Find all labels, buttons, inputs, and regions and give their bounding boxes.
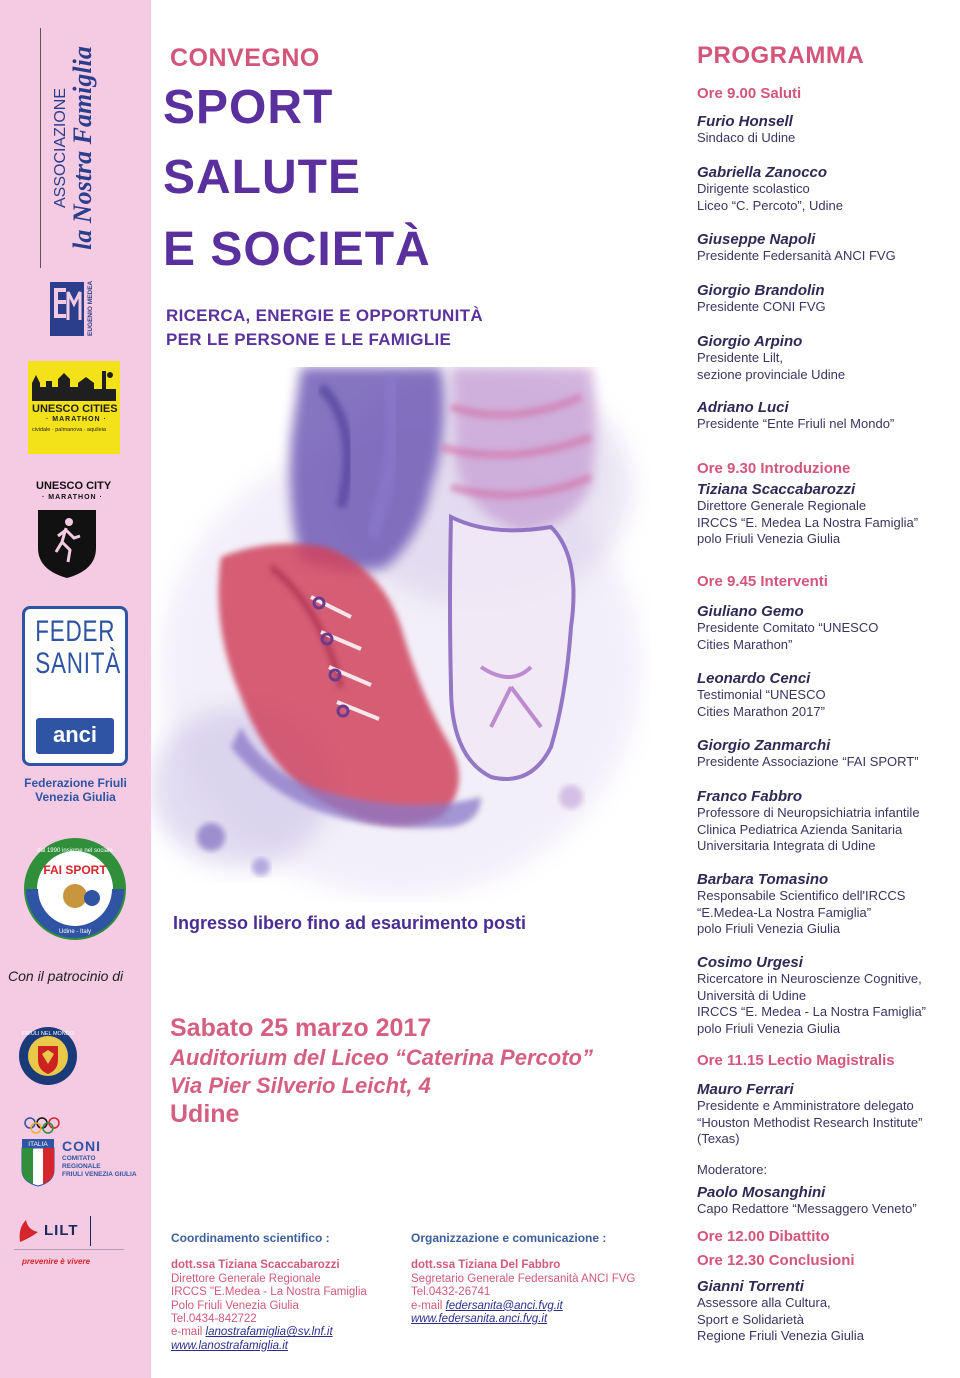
title-line-2: SALUTE bbox=[163, 151, 361, 204]
speaker-description bbox=[697, 350, 955, 383]
speaker-description bbox=[697, 971, 955, 1037]
speaker bbox=[697, 333, 955, 383]
time-introduzione: Ore 9.30 Introduzione bbox=[697, 460, 851, 477]
unesco-city-marathon-logo bbox=[28, 472, 118, 582]
organizzazione-email-link[interactable]: federsanita@anci.fvg.it bbox=[445, 1299, 563, 1312]
speaker-description-line: Responsabile Scientifico dell'IRCCS bbox=[697, 888, 906, 903]
speaker-description bbox=[697, 181, 955, 214]
speaker-description-line: Sindaco di Udine bbox=[697, 130, 796, 145]
la-nostra-famiglia-logo bbox=[44, 28, 106, 268]
speaker-description bbox=[697, 299, 955, 316]
speaker-name: Giuliano Gemo bbox=[697, 603, 804, 620]
speaker-description bbox=[697, 498, 955, 548]
moderatore-label: Moderatore: bbox=[697, 1162, 768, 1177]
em-text: EUGENIO MEDEA bbox=[87, 280, 94, 336]
speaker-name: Gianni Torrenti bbox=[697, 1278, 804, 1295]
speaker bbox=[697, 113, 955, 147]
fai-name: FAI SPORT bbox=[43, 863, 107, 877]
speaker-description-line: Dirigente scolastico bbox=[697, 181, 810, 196]
speaker-description-line: Presidente CONI FVG bbox=[697, 299, 826, 314]
speaker-description-line: Direttore Generale Regionale bbox=[697, 498, 867, 513]
speaker bbox=[697, 670, 955, 720]
fed-l2: SANITÀ bbox=[35, 647, 122, 680]
speaker bbox=[697, 1278, 955, 1345]
lnf-assoc-text: ASSOCIAZIONE bbox=[52, 87, 69, 209]
speaker bbox=[697, 1184, 955, 1218]
fed-anci: anci bbox=[36, 718, 114, 754]
unesco2-sub: · MARATHON · bbox=[42, 494, 103, 501]
sponsor-sidebar bbox=[0, 0, 151, 1378]
speaker-name: Giorgio Brandolin bbox=[697, 282, 825, 299]
speaker-name: Leonardo Cenci bbox=[697, 670, 811, 687]
speaker-description bbox=[697, 888, 955, 938]
convegno-label: CONVEGNO bbox=[170, 44, 320, 72]
speaker-description-line: “E.Medea-La Nostra Famiglia” bbox=[697, 904, 872, 920]
unesco2-title: UNESCO CITY bbox=[36, 480, 112, 492]
speaker-name: Franco Fabbro bbox=[697, 788, 803, 805]
speaker-name: Mauro Ferrari bbox=[697, 1081, 794, 1098]
speaker-description-line: Presidente “Ente Friuli nel Mondo” bbox=[697, 416, 895, 431]
speaker bbox=[697, 164, 955, 214]
speaker-description bbox=[697, 805, 955, 855]
speaker-description-line: Cities Marathon” bbox=[697, 636, 793, 652]
speaker bbox=[697, 282, 955, 316]
speaker-description-line: (Texas) bbox=[697, 1131, 740, 1146]
speaker bbox=[697, 788, 955, 855]
olympic-rings-icon bbox=[22, 1116, 62, 1136]
speaker-name: Furio Honsell bbox=[697, 113, 793, 130]
federsanita-anci-logo bbox=[22, 606, 128, 766]
speaker-description-line: sezione provinciale Udine bbox=[697, 366, 846, 382]
speaker-description-line: IRCCS “E. Medea La Nostra Famiglia” bbox=[697, 514, 919, 530]
organizzazione-line-1: Segretario Generale Federsanità ANCI FVG bbox=[411, 1272, 636, 1285]
speaker-name: Giorgio Zanmarchi bbox=[697, 737, 831, 754]
watercolor-sneaker-ballet-illustration bbox=[151, 367, 650, 903]
speaker-description-line: Universitaria Integrata di Udine bbox=[697, 838, 876, 853]
unesco-cities-marathon-logo bbox=[28, 361, 120, 454]
lilt-name: LILT bbox=[44, 1222, 79, 1239]
speaker bbox=[697, 1081, 955, 1148]
speaker-description bbox=[697, 130, 955, 147]
title-line-3: E SOCIETÀ bbox=[163, 223, 431, 276]
speaker bbox=[697, 231, 955, 265]
organizzazione-heading: Organizzazione e comunicazione : bbox=[411, 1231, 607, 1245]
coordinamento-web-link[interactable]: www.lanostrafamiglia.it bbox=[171, 1339, 288, 1352]
coordinamento-tel: Tel.0434-842722 bbox=[171, 1313, 257, 1326]
speaker-description bbox=[697, 620, 955, 653]
speaker-name: Barbara Tomasino bbox=[697, 871, 829, 888]
fai-ring-top: dal 1990 insieme nel sociale bbox=[37, 848, 113, 854]
speaker-description bbox=[697, 1098, 955, 1148]
speaker-description-line: polo Friuli Venezia Giulia bbox=[697, 1020, 841, 1036]
ingresso-libero-text: Ingresso libero fino ad esaurimento posti bbox=[173, 913, 527, 933]
speaker-description-line: Presidente e Amministratore delegato bbox=[697, 1098, 914, 1113]
event-date: Sabato 25 marzo 2017 bbox=[170, 1014, 432, 1042]
speaker-name: Cosimo Urgesi bbox=[697, 954, 803, 971]
speaker-description bbox=[697, 1201, 955, 1218]
event-address: Via Pier Silverio Leicht, 4 bbox=[170, 1073, 431, 1098]
lilt-mark-icon bbox=[14, 1216, 44, 1246]
fai-ring-bottom: Udine - Italy bbox=[58, 929, 92, 935]
coni-sub2: REGIONALE bbox=[62, 1163, 101, 1170]
speaker-description-line: Liceo “C. Percoto”, Udine bbox=[697, 197, 843, 213]
speaker-description bbox=[697, 1295, 955, 1345]
speaker bbox=[697, 399, 955, 433]
italia-shield-icon bbox=[20, 1138, 56, 1188]
federazione-caption: Federazione Friuli Venezia Giulia bbox=[24, 776, 127, 804]
eugenio-medea-logo bbox=[48, 280, 98, 338]
speaker-description bbox=[697, 754, 955, 771]
event-city: Udine bbox=[170, 1100, 240, 1128]
coordinamento-line-2: IRCCS "E.Medea - La Nostra Famiglia bbox=[171, 1286, 367, 1299]
coni-sub3: FRIULI VENEZIA GIULIA bbox=[62, 1171, 137, 1178]
speaker bbox=[697, 871, 955, 938]
speaker-description-line: Università di Udine bbox=[697, 987, 807, 1003]
speaker bbox=[697, 737, 955, 771]
runner-shield-icon bbox=[36, 508, 98, 580]
speaker-description-line: Presidente Lilt, bbox=[697, 350, 783, 365]
speaker-description-line: Clinica Pediatrica Azienda Sanitaria bbox=[697, 821, 903, 837]
speaker-description-line: polo Friuli Venezia Giulia bbox=[697, 921, 841, 936]
speaker-description-line: Professore di Neuropsichiatria infantile bbox=[697, 805, 920, 820]
speaker-description-line: Testimonial “UNESCO bbox=[697, 687, 826, 702]
event-venue: Auditorium del Liceo “Caterina Percoto” bbox=[170, 1045, 593, 1070]
speaker-description-line: polo Friuli Venezia Giulia bbox=[697, 531, 841, 546]
coordinamento-name: dott.ssa Tiziana Scaccabarozzi bbox=[171, 1259, 340, 1272]
coordinamento-email-link[interactable]: lanostrafamiglia@sv.lnf.it bbox=[205, 1326, 333, 1339]
fed-l1: FEDER bbox=[35, 615, 116, 648]
patrocinio-label: Con il patrocinio di bbox=[8, 968, 124, 984]
speaker bbox=[697, 954, 955, 1037]
city-skyline-icon bbox=[28, 361, 120, 407]
speaker-description-line: Ricercatore in Neuroscienze Cognitive, bbox=[697, 971, 922, 986]
coordinamento-email-label: e-mail bbox=[171, 1326, 203, 1339]
organizzazione-tel: Tel.0432-26741 bbox=[411, 1286, 491, 1299]
speaker-name: Giuseppe Napoli bbox=[697, 231, 816, 248]
speaker-description-line: “Houston Methodist Research Institute” bbox=[697, 1114, 923, 1130]
speaker-description-line: Presidente Associazione “FAI SPORT” bbox=[697, 754, 919, 769]
speaker-description-line: Assessore alla Cultura, bbox=[697, 1295, 831, 1310]
organizzazione-block bbox=[411, 1232, 635, 1326]
speaker bbox=[697, 603, 955, 653]
unesco1-cities: cividale · palmanova · aquileia bbox=[32, 427, 106, 433]
time-dibattito: Ore 12.00 Dibattito bbox=[697, 1228, 830, 1245]
unesco1-sub: · MARATHON · bbox=[46, 416, 107, 423]
speaker-description-line: Presidente Comitato “UNESCO bbox=[697, 620, 879, 635]
speaker-description-line: Sport e Solidarietà bbox=[697, 1311, 804, 1327]
coordinamento-heading: Coordinamento scientifico : bbox=[171, 1231, 330, 1245]
speaker-description bbox=[697, 248, 955, 265]
coni-sub1: COMITATO bbox=[62, 1155, 96, 1162]
time-interventi: Ore 9.45 Interventi bbox=[697, 573, 828, 590]
speaker-description-line: Capo Redattore “Messaggero Veneto” bbox=[697, 1201, 917, 1216]
speaker-name: Giorgio Arpino bbox=[697, 333, 803, 350]
speaker bbox=[697, 481, 955, 548]
friuli-ring: FRIULI NEL MONDO bbox=[21, 1031, 75, 1037]
divider bbox=[40, 28, 41, 268]
speaker-name: Tiziana Scaccabarozzi bbox=[697, 481, 856, 498]
unesco1-title: UNESCO CITIES bbox=[32, 403, 118, 415]
coordinamento-line-1: Direttore Generale Regionale bbox=[171, 1272, 321, 1285]
coni-name: CONI bbox=[62, 1138, 101, 1154]
lilt-motto: prevenire è vivere bbox=[22, 1257, 91, 1266]
speaker-name: Paolo Mosanghini bbox=[697, 1184, 826, 1201]
time-saluti: Ore 9.00 Saluti bbox=[697, 85, 802, 102]
friuli-nel-mondo-logo bbox=[18, 1024, 78, 1088]
title-line-1: SPORT bbox=[163, 81, 334, 134]
organizzazione-name: dott.ssa Tiziana Del Fabbro bbox=[411, 1259, 561, 1272]
speaker-description-line: IRCCS “E. Medea - La Nostra Famiglia” bbox=[697, 1004, 927, 1019]
subtitle-line-1: RICERCA, ENERGIE E OPPORTUNITÀ bbox=[166, 306, 483, 325]
coni-logo bbox=[18, 1116, 146, 1188]
speaker-description-line: Regione Friuli Venezia Giulia bbox=[697, 1328, 864, 1343]
organizzazione-email-label: e-mail bbox=[411, 1299, 443, 1312]
time-conclusioni: Ore 12.30 Conclusioni bbox=[697, 1252, 855, 1269]
speaker-name: Adriano Luci bbox=[697, 399, 789, 416]
speaker-description-line: Cities Marathon 2017” bbox=[697, 703, 825, 719]
speaker-description-line: Presidente Federsanità ANCI FVG bbox=[697, 248, 896, 263]
speaker-description bbox=[697, 687, 955, 720]
organizzazione-web-link[interactable]: www.federsanita.anci.fvg.it bbox=[411, 1313, 548, 1326]
time-lectio: Ore 11.15 Lectio Magistralis bbox=[697, 1052, 895, 1069]
speaker-description bbox=[697, 416, 955, 433]
programma-title: PROGRAMMA bbox=[697, 42, 865, 69]
coordinamento-line-3: Polo Friuli Venezia Giulia bbox=[171, 1299, 299, 1312]
coordinamento-block bbox=[171, 1232, 367, 1353]
coni-italia: ITALIA bbox=[28, 1141, 48, 1148]
lnf-name-text: la Nostra Famiglia bbox=[68, 46, 97, 250]
speaker-name: Gabriella Zanocco bbox=[697, 164, 828, 181]
subtitle-line-2: PER LE PERSONE E LE FAMIGLIE bbox=[166, 330, 452, 349]
lilt-logo bbox=[10, 1214, 150, 1272]
fai-sport-logo bbox=[22, 836, 128, 942]
